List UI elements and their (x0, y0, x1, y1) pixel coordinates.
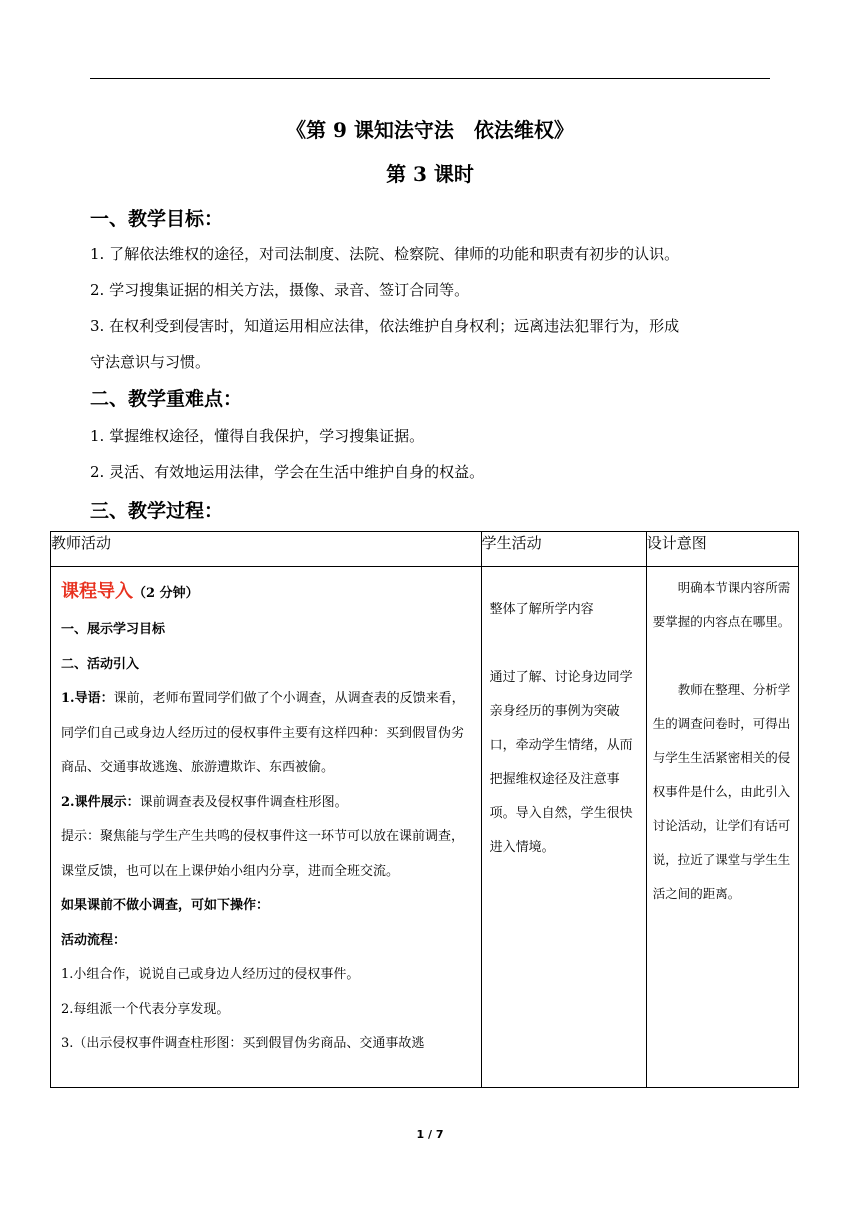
lesson-table (50, 531, 799, 1088)
teacher-activity-cell (51, 567, 482, 1088)
show-label: 2.课件展示： (61, 794, 140, 810)
flow-item: 2.每组派一个代表分享发现。 (61, 1001, 230, 1017)
intro-time: （2 分钟） (133, 586, 199, 601)
page-number: 1 / 7 (416, 1128, 444, 1141)
guide-label: 1.导语： (61, 691, 114, 706)
design-text: 教师在整理、分析学生的调查问卷时，可得出与学生生活紧密相关的侵权事件是什么，由此引入讨论活动，让学们有话可说，拉近了课堂与学生生活之间的距离。 (652, 682, 791, 901)
flow-heading: 活动流程： (61, 932, 127, 948)
objective-item: 3. 在权利受到侵害时，知道运用相应法律，依法维护自身权利；远离违法犯罪行为，形成 (90, 317, 680, 335)
flow-item: 3.（出示侵权事件调查柱形图：买到假冒伪劣商品、交通事故逃 (61, 1036, 425, 1051)
flow-item: 1.小组合作，说说自己或身边人经历过的侵权事件。 (61, 967, 360, 982)
tip-paragraph: 提示：聚焦能与学生产生共鸣的侵权事件这一环节可以放在课前调查，课堂反馈，也可以在上课伊始小组内分享，进而全班交流。 (61, 829, 465, 879)
objectives-list (90, 236, 780, 380)
guide-paragraph (61, 682, 475, 786)
document-title: 《第 9 课知法守法 依法维权》 (286, 118, 574, 142)
intro-title: 课程导入 (61, 581, 133, 602)
header-rule (90, 78, 770, 79)
design-text: 明确本节课内容所需要掌握的内容点在哪里。 (652, 580, 791, 629)
header-student: 学生活动 (481, 532, 646, 567)
process-heading: 三、教学过程： (90, 500, 224, 522)
design-intent-cell (646, 567, 798, 1088)
key-point-item: 1. 掌握维权途径，懂得自我保护，学习搜集证据。 (90, 427, 425, 445)
student-activity-cell (481, 567, 646, 1088)
document-subtitle: 第 3 课时 (386, 162, 474, 186)
header-teacher: 教师活动 (51, 532, 482, 567)
guide-text: 课前，老师布置同学们做了个小调查，从调查表的反馈来看，同学们自己或身边人经历过的侵权事件主要有这样四种：买到假冒伪劣商品、交通事故逃逸、旅游遭欺诈、东西被偷。 (61, 691, 465, 775)
student-text: 整体了解所学内容 (489, 602, 594, 617)
header-design: 设计意图 (646, 532, 798, 567)
alt-heading: 如果课前不做小调查，可如下操作： (61, 898, 270, 913)
key-points-list (90, 418, 780, 490)
key-point-item: 2. 灵活、有效地运用法律，学会在生活中维护自身的权益。 (90, 463, 485, 481)
show-text: 课前调查表及侵权事件调查柱形图。 (139, 794, 348, 810)
item-activity-intro: 二、活动引入 (61, 656, 140, 672)
student-text: 通过了解、讨论身边同学亲身经历的事例为突破口，牵动学生情绪，从而把握维权途径及注意事项。导入自然，学生很快进入情境。 (489, 670, 633, 855)
key-points-heading: 二、教学重难点： (90, 388, 243, 410)
show-paragraph (61, 786, 475, 821)
objective-item: 守法意识与习惯。 (90, 353, 211, 371)
item-show-goals: 一、展示学习目标 (61, 622, 166, 637)
objective-item: 1. 了解依法维权的途径，对司法制度、法院、检察院、律师的功能和职责有初步的认识。 (90, 245, 680, 263)
table-header-row (51, 532, 799, 567)
objective-item: 2. 学习搜集证据的相关方法，摄像、录音、签订合同等。 (90, 281, 470, 299)
objectives-heading: 一、教学目标： (90, 208, 224, 230)
table-row (51, 567, 799, 1088)
